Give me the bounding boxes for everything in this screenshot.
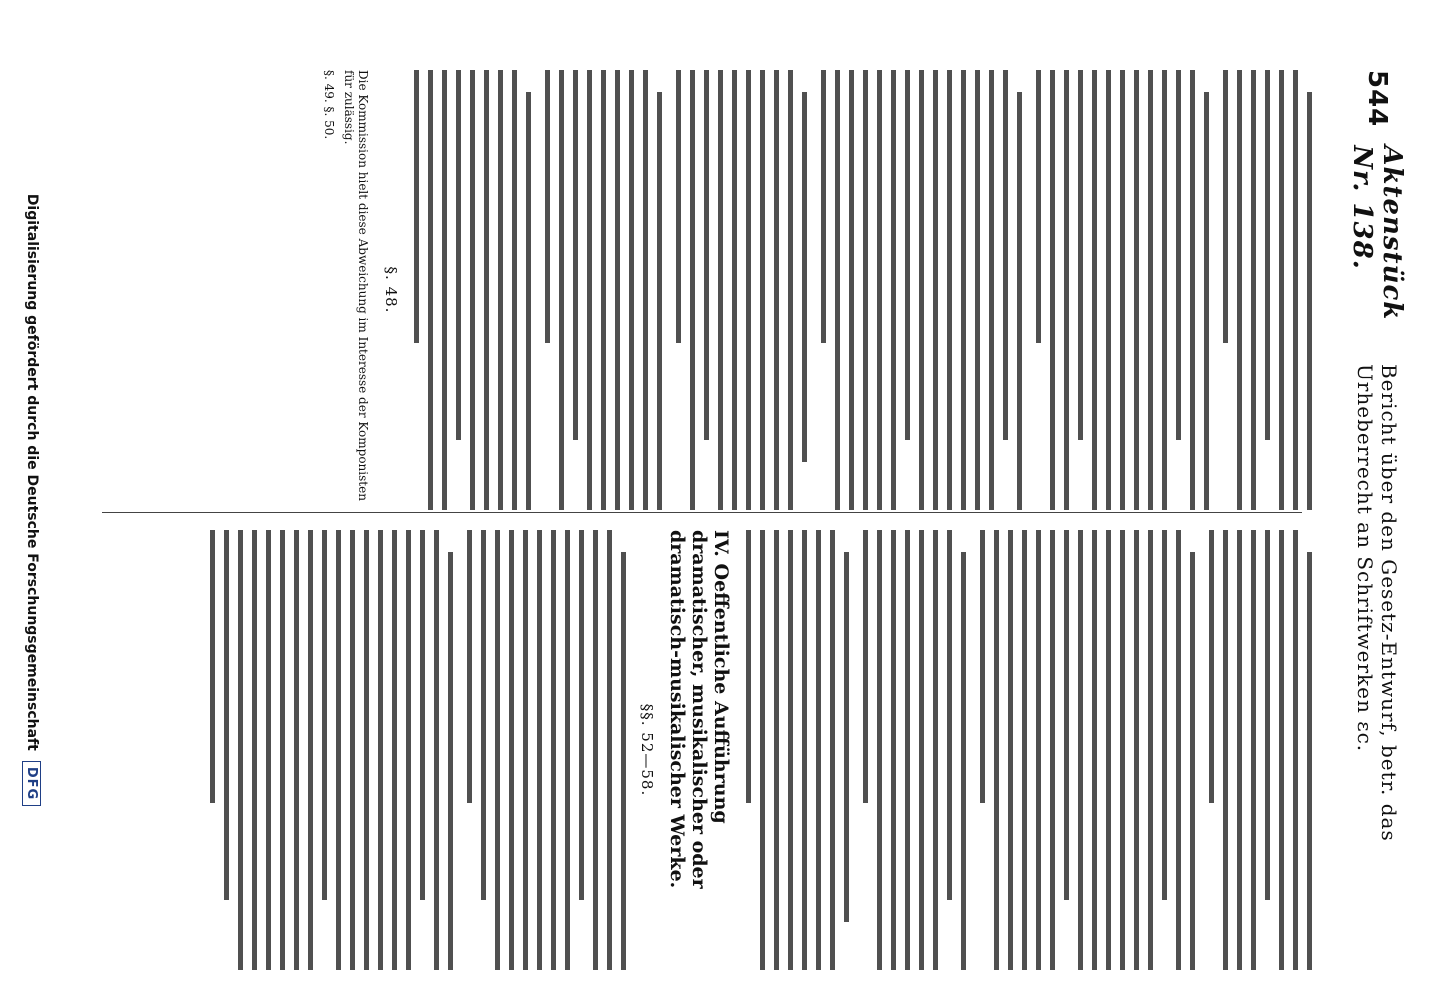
text-line	[905, 70, 910, 440]
text-line	[1190, 70, 1195, 510]
text-line	[1223, 530, 1228, 970]
text-paragraph	[210, 530, 453, 970]
section-paragraph-reference: §§. 52—58.	[638, 703, 656, 797]
text-paragraph	[676, 70, 807, 510]
document-title: Aktenstück Nr. 138.	[1347, 145, 1407, 321]
text-line	[961, 552, 966, 970]
text-line	[512, 70, 517, 510]
text-line	[1064, 70, 1069, 510]
text-line	[1134, 70, 1139, 510]
text-line	[774, 530, 779, 970]
text-line	[975, 70, 980, 510]
text-line	[448, 552, 453, 970]
text-paragraph	[1036, 70, 1209, 510]
text-line	[1223, 70, 1228, 343]
text-line	[1251, 530, 1256, 970]
text-line	[601, 70, 606, 510]
text-paragraph	[1223, 70, 1312, 510]
text-line	[1092, 70, 1097, 510]
text-line	[1162, 70, 1167, 510]
text-line	[788, 70, 793, 510]
text-line	[1204, 92, 1209, 510]
text-line	[1120, 530, 1125, 970]
text-line	[621, 552, 626, 970]
text-line	[523, 530, 528, 970]
text-paragraph	[1209, 530, 1312, 970]
running-head	[1322, 70, 1432, 930]
text-line	[322, 530, 327, 900]
right-column	[82, 530, 1312, 970]
text-line	[573, 70, 578, 440]
text-line	[947, 70, 952, 510]
text-line	[1190, 552, 1195, 970]
readable-fragment: §. 49. §. 50.	[322, 70, 336, 140]
text-line	[1148, 70, 1153, 510]
text-line	[545, 70, 550, 343]
text-line	[1279, 70, 1284, 510]
paragraph-reference: §. 48.	[382, 266, 400, 314]
text-line	[495, 530, 500, 970]
text-line	[537, 530, 542, 970]
text-line	[704, 70, 709, 440]
left-column	[82, 70, 1312, 510]
text-line	[919, 530, 924, 970]
section-heading: IV. Oeffentliche Aufführung dramatischer, musikalischer oder dramatisch-musikalischer Werke.	[666, 530, 732, 889]
text-line	[364, 530, 369, 970]
text-line	[1237, 70, 1242, 510]
text-line	[877, 70, 882, 510]
text-line	[1293, 530, 1298, 970]
credit-text: Digitalisierung gefördert durch die Deutsche Forschungsgemeinschaft	[24, 193, 40, 751]
text-line	[891, 70, 896, 510]
text-line	[1134, 530, 1139, 970]
text-line	[760, 530, 765, 970]
text-line	[835, 70, 840, 510]
text-line	[392, 530, 397, 970]
text-line	[579, 530, 584, 900]
text-paragraph	[467, 530, 626, 970]
text-line	[718, 70, 723, 510]
text-line	[1078, 530, 1083, 970]
text-line	[509, 530, 514, 970]
text-line	[1176, 70, 1181, 440]
text-line	[378, 530, 383, 970]
text-line	[877, 530, 882, 970]
text-line	[676, 70, 681, 343]
text-line	[593, 530, 598, 970]
text-line	[551, 530, 556, 970]
text-line	[980, 530, 985, 803]
readable-fragment: Die Kommission hielt diese Abweichung im Interesse der Komponisten für zulässig.	[342, 70, 370, 501]
text-line	[933, 70, 938, 510]
page-number: 544	[1362, 70, 1392, 128]
text-line	[732, 70, 737, 510]
text-line	[210, 530, 215, 803]
text-line	[1022, 530, 1027, 970]
text-line	[891, 530, 896, 970]
text-line	[1092, 530, 1097, 970]
text-line	[1078, 70, 1083, 440]
right-text-blocks-after	[210, 530, 626, 970]
text-line	[467, 530, 472, 803]
text-line	[414, 70, 419, 343]
text-line	[746, 530, 751, 803]
text-line	[1237, 530, 1242, 970]
text-line	[587, 70, 592, 510]
text-line	[844, 552, 849, 922]
text-line	[1050, 70, 1055, 510]
text-line	[1293, 70, 1298, 510]
text-line	[1209, 530, 1214, 803]
right-text-blocks	[746, 530, 1312, 970]
text-line	[565, 530, 570, 970]
text-line	[1064, 530, 1069, 900]
text-line	[607, 530, 612, 970]
text-line	[559, 70, 564, 510]
text-line	[760, 70, 765, 510]
text-paragraph	[821, 70, 1022, 510]
text-line	[1251, 70, 1256, 510]
text-line	[802, 530, 807, 970]
text-line	[1050, 530, 1055, 970]
text-line	[1017, 92, 1022, 510]
text-line	[863, 70, 868, 510]
text-line	[1265, 70, 1270, 440]
text-line	[1307, 552, 1312, 970]
text-line	[420, 530, 425, 900]
text-line	[470, 70, 475, 510]
digitization-credit	[12, 0, 52, 1000]
text-line	[456, 70, 461, 440]
text-line	[1148, 530, 1153, 970]
text-line	[1176, 530, 1181, 970]
text-line	[1106, 530, 1111, 970]
text-line	[933, 530, 938, 970]
text-line	[802, 92, 807, 462]
text-line	[629, 70, 634, 510]
text-line	[643, 70, 648, 510]
text-line	[816, 530, 821, 970]
text-line	[989, 70, 994, 510]
text-line	[1008, 530, 1013, 970]
text-line	[252, 530, 257, 970]
text-line	[1036, 70, 1041, 343]
text-line	[498, 70, 503, 510]
text-line	[774, 70, 779, 510]
text-line	[961, 70, 966, 510]
text-line	[788, 530, 793, 970]
text-line	[947, 530, 952, 900]
text-line	[1003, 70, 1008, 440]
left-notes	[322, 70, 370, 510]
text-line	[905, 530, 910, 970]
text-line	[484, 70, 489, 510]
text-line	[224, 530, 229, 900]
text-line	[849, 70, 854, 510]
column-divider	[102, 512, 1302, 513]
text-line	[690, 70, 695, 510]
text-line	[994, 530, 999, 970]
text-line	[1106, 70, 1111, 510]
text-line	[442, 70, 447, 510]
text-line	[526, 92, 531, 510]
text-line	[657, 92, 662, 510]
text-line	[919, 70, 924, 510]
text-line	[863, 530, 868, 803]
text-paragraph	[980, 530, 1195, 970]
text-line	[821, 70, 826, 343]
text-line	[434, 530, 439, 970]
text-line	[428, 70, 433, 510]
text-line	[1036, 530, 1041, 970]
text-line	[1279, 530, 1284, 970]
text-paragraph	[746, 530, 849, 970]
text-paragraph	[414, 70, 531, 510]
text-line	[1120, 70, 1125, 510]
text-line	[1307, 92, 1312, 510]
text-line	[746, 70, 751, 510]
text-line	[280, 530, 285, 970]
text-paragraph	[863, 530, 966, 970]
left-text-blocks	[414, 70, 1312, 510]
text-line	[266, 530, 271, 970]
text-line	[336, 530, 341, 970]
text-line	[615, 70, 620, 510]
dfg-logo: DFG	[23, 761, 42, 806]
text-line	[830, 530, 835, 970]
text-line	[406, 530, 411, 970]
text-line	[294, 530, 299, 970]
text-line	[238, 530, 243, 970]
document-subtitle: Bericht über den Gesetz-Entwurf, betr. das Urheberrecht an Schriftwerken ɛc.	[1353, 363, 1401, 842]
text-line	[1265, 530, 1270, 900]
text-line	[481, 530, 486, 900]
text-paragraph	[545, 70, 662, 510]
text-line	[1162, 530, 1167, 900]
text-line	[308, 530, 313, 970]
text-line	[350, 530, 355, 970]
